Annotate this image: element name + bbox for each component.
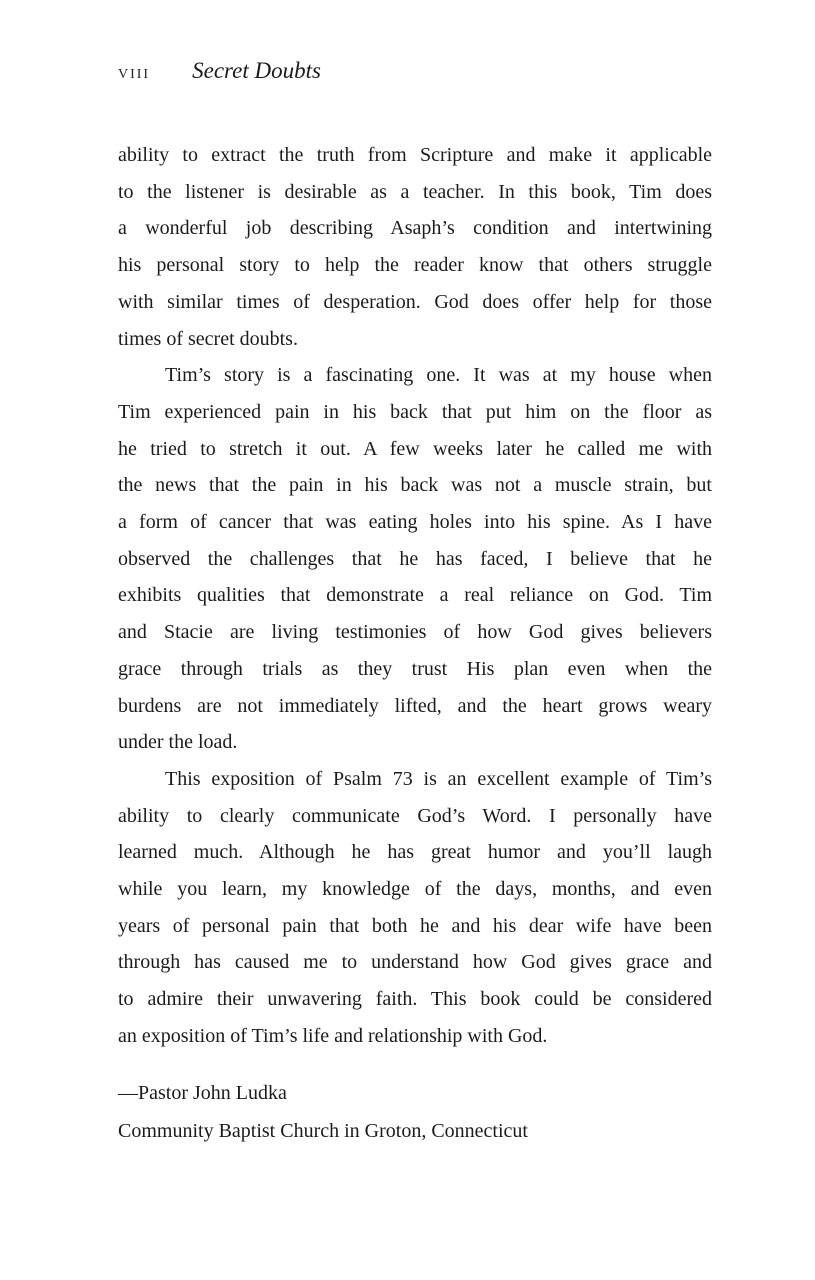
text-line: an exposition of Tim’s life and relationship with God.: [118, 1024, 548, 1047]
text-line: grace through trials as they trust His plan even when the: [118, 657, 712, 680]
paragraph: [118, 761, 712, 1055]
text-line: to admire their unwavering faith. This book could be considered: [118, 988, 712, 1011]
text-line: through has caused me to understand how God gives grace and: [118, 951, 712, 974]
text-line: a wonderful job describing Asaph’s condition and intertwining: [118, 217, 712, 240]
running-header: [118, 58, 321, 84]
paragraph: [118, 137, 712, 357]
text-line: observed the challenges that he has faced, I believe that he: [118, 547, 712, 570]
text-line: while you learn, my knowledge of the days, months, and even: [118, 878, 712, 901]
body-text: [118, 137, 712, 1150]
attribution: [118, 1074, 712, 1150]
attribution-author: —Pastor John Ludka: [118, 1081, 287, 1104]
text-line: with similar times of desperation. God does offer help for those: [118, 290, 712, 313]
text-line: the news that the pain in his back was not a muscle strain, but: [118, 474, 712, 497]
text-line: ability to clearly communicate God’s Word. I personally have: [118, 804, 712, 827]
text-line: This exposition of Psalm 73 is an excellent example of Tim’s: [165, 767, 712, 790]
text-line: a form of cancer that was eating holes into his spine. As I have: [118, 511, 712, 534]
text-line: Tim experienced pain in his back that put him on the floor as: [118, 400, 712, 423]
text-line: exhibits qualities that demonstrate a real reliance on God. Tim: [118, 584, 712, 607]
paragraph: [118, 357, 712, 761]
text-line: learned much. Although he has great humor and you’ll laugh: [118, 841, 712, 864]
text-line: and Stacie are living testimonies of how God gives believers: [118, 621, 712, 644]
book-title: Secret Doubts: [192, 58, 321, 83]
text-line: to the listener is desirable as a teacher. In this book, Tim does: [118, 180, 712, 203]
text-line: burdens are not immediately lifted, and the heart grows weary: [118, 694, 712, 717]
text-line: under the load.: [118, 731, 238, 754]
page-number: viii: [118, 61, 151, 83]
text-line: times of secret doubts.: [118, 327, 298, 350]
text-line: Tim’s story is a fascinating one. It was at my house when: [165, 364, 712, 387]
text-line: he tried to stretch it out. A few weeks later he called me with: [118, 437, 712, 460]
text-line: years of personal pain that both he and his dear wife have been: [118, 914, 712, 937]
text-line: his personal story to help the reader know that others struggle: [118, 254, 712, 277]
attribution-affiliation: Community Baptist Church in Groton, Connecticut: [118, 1119, 528, 1142]
text-line: ability to extract the truth from Scripture and make it applicable: [118, 144, 712, 166]
